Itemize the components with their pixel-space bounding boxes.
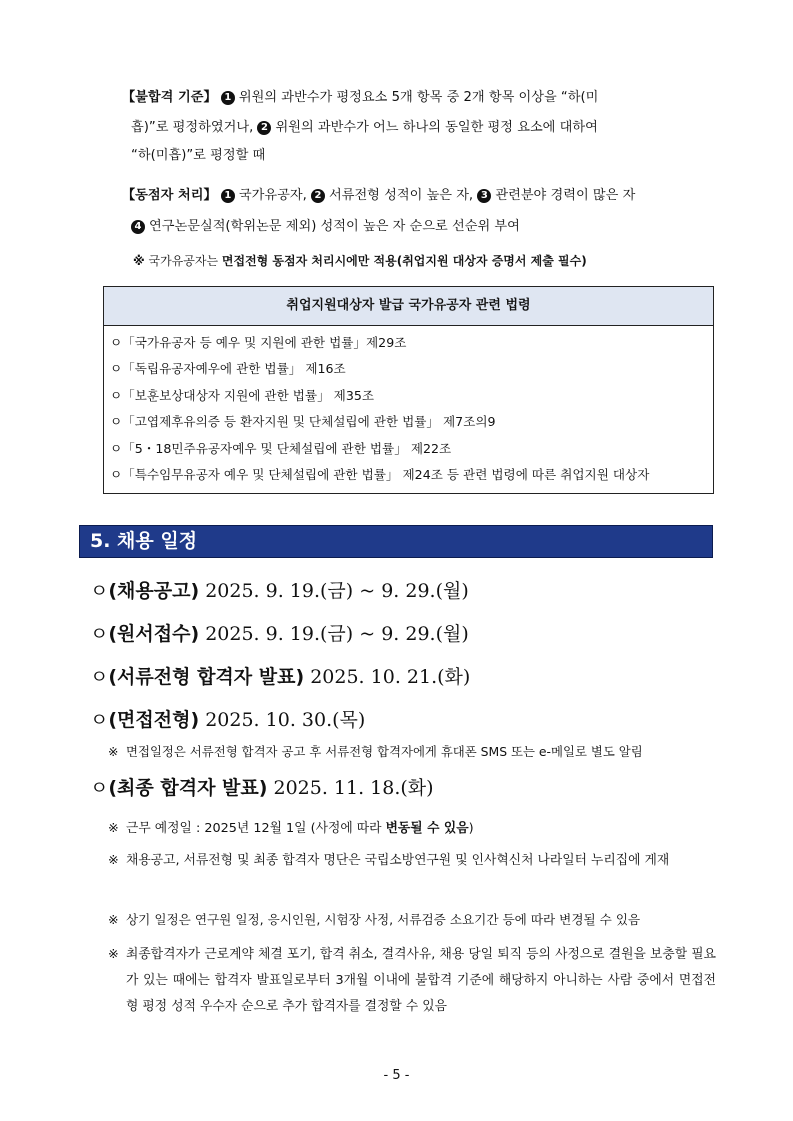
schedule-date: 2025. 9. 19.(금) ~ 9. 29.(월) <box>205 580 469 602</box>
schedule-label: (원서접수) <box>108 623 200 645</box>
fail-criteria-text: “하(미흡)”로 평정할 때 <box>131 148 266 163</box>
tie-rule-text: 관련분야 경력이 많은 자 <box>495 188 636 203</box>
schedule-date: 2025. 11. 18.(화) <box>273 777 434 799</box>
note-text: 근무 예정일 : 2025년 12월 1일 (사정에 따라 <box>126 821 382 836</box>
tie-rule-line-1 <box>122 186 635 205</box>
schedule-label: (서류전형 합격자 발표) <box>108 666 305 688</box>
fail-criteria-label: 【불합격 기준】 <box>122 90 217 105</box>
fail-criteria-line-1 <box>122 88 598 107</box>
tie-rule-line-2 <box>131 217 520 236</box>
law-item: ㅇ「특수임무유공자 예우 및 단체설립에 관한 법률」 제24조 등 관련 법령에 따른 취업지원 대상자 <box>110 467 650 483</box>
fail-criteria-line-2 <box>131 118 598 137</box>
tie-rule-text: 서류전형 성적이 높은 자, <box>328 188 474 203</box>
number-4-badge: 4 <box>131 220 145 234</box>
bullet: ㅇ <box>90 777 109 799</box>
number-1-badge: 1 <box>221 189 235 203</box>
fail-criteria-text: 흡)”로 평정하였거나, <box>131 120 254 135</box>
schedule-item <box>90 775 434 801</box>
bullet: ㅇ <box>90 580 109 602</box>
bullet: ㅇ <box>90 709 109 731</box>
bullet: ㅇ <box>90 666 109 688</box>
note-text: 채용공고, 서류전형 및 최종 합격자 명단은 국립소방연구원 및 인사혁신처 나라일터 누리집에 게재 <box>126 853 670 868</box>
reference-mark: ※ <box>108 912 119 927</box>
schedule-change-note <box>108 907 640 933</box>
number-1-badge: 1 <box>221 91 235 105</box>
fail-criteria-text: 위원의 과반수가 평정요소 5개 항목 중 2개 항목 이상을 “하(미 <box>238 90 599 105</box>
law-box-title: 취업지원대상자 발급 국가유공자 관련 법령 <box>104 287 713 326</box>
fail-criteria-line-3 <box>131 146 265 165</box>
tie-rule-label: 【동점자 처리】 <box>122 188 217 203</box>
schedule-label: (면접전형) <box>108 709 200 731</box>
schedule-date: 2025. 9. 19.(금) ~ 9. 29.(월) <box>205 623 469 645</box>
law-item: ㅇ「고엽제후유의증 등 환자지원 및 단체설립에 관한 법률」 제7조의9 <box>110 414 496 430</box>
note-text: 상기 일정은 연구원 일정, 응시인원, 시험장 사정, 서류검증 소요기간 등에 따라 변경될 수 있음 <box>126 912 641 927</box>
schedule-date: 2025. 10. 21.(화) <box>310 666 471 688</box>
number-2-badge: 2 <box>257 121 271 135</box>
schedule-item <box>90 707 365 733</box>
note-text: 면접일정은 서류전형 합격자 공고 후 서류전형 합격자에게 휴대폰 SMS 또는 e-메일로 별도 알림 <box>126 744 643 759</box>
number-3-badge: 3 <box>477 189 491 203</box>
page-number: - 5 - <box>383 1068 410 1083</box>
schedule-date: 2025. 10. 30.(목) <box>205 709 366 731</box>
schedule-item <box>90 621 469 647</box>
schedule-label: (채용공고) <box>108 580 200 602</box>
merit-note-text: 국가유공자는 <box>148 254 219 268</box>
reference-mark: ※ <box>108 853 119 868</box>
reference-mark: ※ <box>133 254 145 268</box>
fail-criteria-text: 위원의 과반수가 어느 하나의 동일한 평정 요소에 대하여 <box>275 120 598 135</box>
number-2-badge: 2 <box>311 189 325 203</box>
note-text: 최종합격자가 근로계약 체결 포기, 합격 취소, 결격사유, 채용 당일 퇴직 등의 사정으로 결원을 보충할 필요가 있는 때에는 합격자 발표일로부터 3개월 이내에 불합격 기준에 해당하지 아니하는 사람 중에서 면접전형 평정 성적 우수자 순으로 추가 합격자를 결정할 수 있음 <box>126 947 716 1014</box>
note-emphasis: 변동될 수 있음 <box>385 821 469 836</box>
schedule-item <box>90 664 470 690</box>
law-item: ㅇ「5・18민주유공자예우 및 단체설립에 관한 법률」 제22조 <box>110 440 452 456</box>
reference-mark: ※ <box>108 947 119 962</box>
schedule-item <box>90 578 469 604</box>
schedule-label: (최종 합격자 발표) <box>108 777 268 799</box>
tie-rule-text: 연구논문실적(학위논문 제외) 성적이 높은 자 순으로 선순위 부여 <box>149 219 520 234</box>
merit-note <box>133 252 587 271</box>
law-reference-box <box>103 286 714 494</box>
reference-mark: ※ <box>108 821 119 836</box>
reference-mark: ※ <box>108 744 119 759</box>
law-item: ㅇ「국가유공자 등 예우 및 지원에 관한 법률」제29조 <box>110 335 407 350</box>
note-text: ) <box>468 821 474 836</box>
interview-note <box>108 739 643 765</box>
tie-rule-text: 국가유공자, <box>238 188 307 203</box>
merit-note-emphasis: 면접전형 동점자 처리시에만 적용(취업지원 대상자 증명서 제출 필수) <box>221 254 587 268</box>
additional-pass-note <box>108 942 716 1020</box>
start-date-note <box>108 816 474 842</box>
law-list <box>104 326 713 488</box>
law-item: ㅇ「독립유공자예우에 관한 법률」 제16조 <box>110 361 346 377</box>
law-item: ㅇ「보훈보상대상자 지원에 관한 법률」 제35조 <box>110 387 375 403</box>
bullet: ㅇ <box>90 623 109 645</box>
posting-note <box>108 848 716 874</box>
section-heading: 5. 채용 일정 <box>79 525 713 558</box>
